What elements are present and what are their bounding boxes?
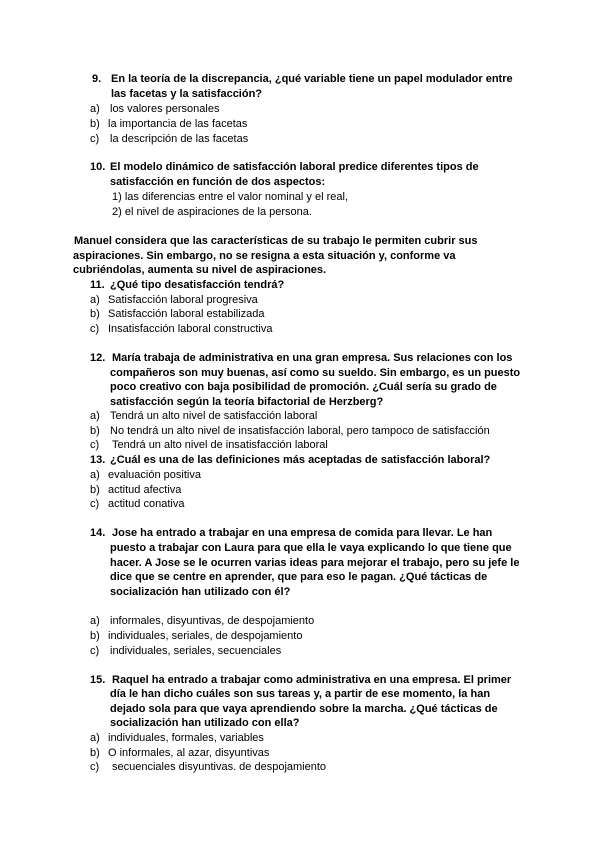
question-9-option-b-letter: b) bbox=[90, 118, 100, 130]
question-9-option-c: la descripción de las facetas bbox=[110, 133, 249, 145]
question-12-number: 12. bbox=[90, 352, 106, 364]
question-12-line-3: poco creativo con baja posibilidad de promoción. ¿Cuál sería su grado de bbox=[110, 381, 497, 393]
question-14-line-3: hacer. A Jose se le ocurren varias ideas para mejorar el trabajo, pero su jefe le bbox=[110, 557, 520, 569]
question-14-option-a-letter: a) bbox=[90, 615, 100, 627]
question-13-line-1: ¿Cuál es una de las definiciones más aceptadas de satisfacción laboral? bbox=[110, 454, 491, 466]
question-13-option-b: actitud afectiva bbox=[108, 484, 182, 496]
question-14-option-a: informales, disyuntivas, de despojamiento bbox=[110, 615, 315, 627]
question-9-number: 9. bbox=[92, 73, 102, 85]
question-15-line-4: socialización han utilizado con ella? bbox=[110, 717, 300, 729]
question-12-option-a-letter: a) bbox=[90, 410, 100, 422]
question-10-item-1: 1) las diferencias entre el valor nominal y el real, bbox=[112, 191, 349, 203]
question-14-option-b: individuales, seriales, de despojamiento bbox=[108, 630, 303, 642]
question-11-option-c-letter: c) bbox=[90, 323, 100, 335]
question-10-item-2: 2) el nivel de aspiraciones de la persona. bbox=[112, 206, 312, 218]
question-11-option-a: Satisfacción laboral progresiva bbox=[108, 294, 258, 306]
question-10-line-2: satisfacción en función de dos aspectos: bbox=[110, 176, 326, 188]
case-line-3: cubriéndolas, aumenta su nivel de aspiraciones. bbox=[73, 264, 327, 276]
question-12-line-4: satisfacción según la teoría bifactorial de Herzberg? bbox=[110, 396, 384, 408]
question-15-line-3: dejado sola para que vaya aprendiendo sobre la marcha. ¿Qué tácticas de bbox=[110, 703, 498, 715]
question-14-option-c-letter: c) bbox=[90, 645, 100, 657]
question-9-line-2: las facetas y la satisfacción? bbox=[111, 88, 263, 100]
question-11-option-b: Satisfacción laboral estabilizada bbox=[108, 308, 265, 320]
question-15-line-1: Raquel ha entrado a trabajar como administrativa en una empresa. El primer bbox=[112, 674, 512, 686]
question-12-option-c: Tendrá un alto nivel de insatisfacción laboral bbox=[112, 439, 328, 451]
question-13-option-a-letter: a) bbox=[90, 469, 100, 481]
question-11-option-b-letter: b) bbox=[90, 308, 100, 320]
question-15-line-2: día le han dicho cuáles son sus tareas y, a partir de ese momento, la han bbox=[110, 688, 491, 700]
question-15-option-c-letter: c) bbox=[90, 761, 100, 773]
question-12-line-1: María trabaja de administrativa en una gran empresa. Sus relaciones con los bbox=[112, 352, 513, 364]
question-12-option-a: Tendrá un alto nivel de satisfacción laboral bbox=[110, 410, 318, 422]
question-15-option-b-letter: b) bbox=[90, 747, 100, 759]
question-11-line-1: ¿Qué tipo desatisfacción tendrá? bbox=[110, 279, 285, 291]
question-9-line-1: En la teoría de la discrepancia, ¿qué variable tiene un papel modulador entre bbox=[111, 73, 513, 85]
question-14-option-b-letter: b) bbox=[90, 630, 100, 642]
question-11-option-a-letter: a) bbox=[90, 294, 100, 306]
question-11-option-c: Insatisfacción laboral constructiva bbox=[108, 323, 273, 335]
question-9-option-c-letter: c) bbox=[90, 133, 100, 145]
question-9-option-a: los valores personales bbox=[110, 103, 220, 115]
question-10-number: 10. bbox=[90, 161, 106, 173]
case-line-1: Manuel considera que las características de su trabajo le permiten cubrir sus bbox=[74, 235, 478, 247]
question-15-option-b: O informales, al azar, disyuntivas bbox=[108, 747, 270, 759]
question-12-line-2: compañeros son muy buenas, así como su sueldo. Sin embargo, es un puesto bbox=[110, 367, 521, 379]
case-line-2: aspiraciones. Sin embargo, no se resigna a esta situación y, conforme va bbox=[73, 250, 456, 262]
question-9-option-b: la importancia de las facetas bbox=[108, 118, 248, 130]
question-13-number: 13. bbox=[90, 454, 106, 466]
question-12-option-b: No tendrá un alto nivel de insatisfacción laboral, pero tampoco de satisfacción bbox=[110, 425, 490, 437]
question-14-line-1: Jose ha entrado a trabajar en una empresa de comida para llevar. Le han bbox=[112, 527, 493, 539]
question-11-number: 11. bbox=[90, 279, 105, 291]
question-15-number: 15. bbox=[90, 674, 106, 686]
question-15-option-a: individuales, formales, variables bbox=[108, 732, 264, 744]
question-13-option-c: actitud conativa bbox=[108, 498, 185, 510]
question-14-option-c: individuales, seriales, secuenciales bbox=[110, 645, 282, 657]
question-14-line-5: socialización han utilizado con él? bbox=[110, 586, 291, 598]
question-14-line-4: dice que se centre en aprender, que para eso le pagan. ¿Qué tácticas de bbox=[110, 571, 488, 583]
question-13-option-c-letter: c) bbox=[90, 498, 100, 510]
question-12-option-b-letter: b) bbox=[90, 425, 100, 437]
question-9-option-a-letter: a) bbox=[90, 103, 100, 115]
question-10-line-1: El modelo dinámico de satisfacción laboral predice diferentes tipos de bbox=[110, 161, 479, 173]
question-12-option-c-letter: c) bbox=[90, 439, 100, 451]
question-14-number: 14. bbox=[90, 527, 106, 539]
question-14-line-2: puesto a trabajar con Laura para que ella le vaya explicando lo que tiene que bbox=[110, 542, 512, 554]
question-13-option-b-letter: b) bbox=[90, 484, 100, 496]
question-15-option-a-letter: a) bbox=[90, 732, 100, 744]
question-13-option-a: evaluación positiva bbox=[108, 469, 201, 481]
question-15-option-c: secuenciales disyuntivas. de despojamiento bbox=[112, 761, 327, 773]
